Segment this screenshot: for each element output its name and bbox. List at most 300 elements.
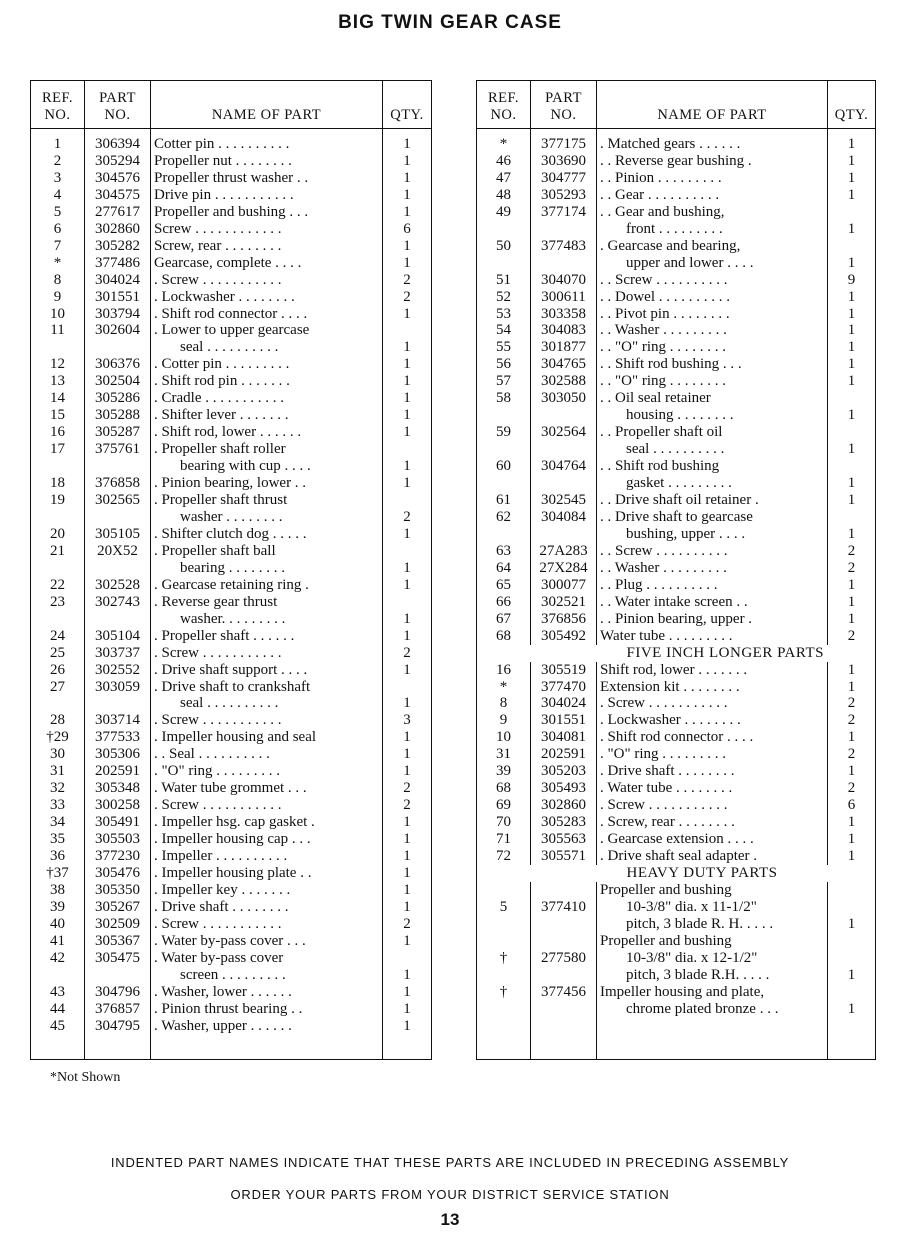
part-name-line: . . "O" ring . . . . . . . . xyxy=(600,373,726,390)
ref-no: 55 xyxy=(477,339,531,356)
qty xyxy=(383,628,432,645)
qty-value: 1 xyxy=(403,695,411,712)
part-name-line: . Water by-pass cover . . . xyxy=(154,932,306,949)
qty-value: 6 xyxy=(403,220,411,237)
table-row xyxy=(477,373,876,390)
qty-value: 1 xyxy=(847,441,856,458)
part-no: 377470 xyxy=(531,679,597,696)
ref-no: 68 xyxy=(477,780,531,797)
part-name-line: Propeller nut . . . . . . . . xyxy=(154,152,292,169)
part-name xyxy=(597,322,828,339)
ref-no: 72 xyxy=(477,848,531,865)
ref-no: 30 xyxy=(31,746,85,763)
part-name-line: . . Gear . . . . . . . . . . xyxy=(600,186,720,203)
part-no: 305283 xyxy=(531,814,597,831)
header-ref-no: REF. NO. xyxy=(477,81,531,129)
ref-no: 54 xyxy=(477,322,531,339)
qty-value: 1 xyxy=(403,169,411,186)
part-no: 304081 xyxy=(531,729,597,746)
table-row xyxy=(31,390,432,407)
part-name-line: . . "O" ring . . . . . . . . xyxy=(600,339,726,356)
table-row xyxy=(477,509,876,543)
qty xyxy=(383,662,432,679)
part-name xyxy=(151,356,383,373)
table-row xyxy=(477,390,876,424)
table-row xyxy=(477,204,876,238)
part-no: 305571 xyxy=(531,848,597,865)
table-row xyxy=(31,780,432,797)
section-heading: FIVE INCH LONGER PARTS xyxy=(597,645,876,662)
section-heading-row xyxy=(477,865,876,882)
qty-value: 1 xyxy=(847,254,856,271)
qty xyxy=(828,695,876,712)
qty xyxy=(383,933,432,950)
part-name-line: Gearcase, complete . . . . xyxy=(154,254,302,271)
part-no: 305492 xyxy=(531,628,597,645)
qty xyxy=(828,170,876,187)
qty xyxy=(383,221,432,238)
qty xyxy=(383,594,432,628)
qty-value: 1 xyxy=(847,610,856,627)
part-no: 302528 xyxy=(85,577,151,594)
part-name-line: . Screw . . . . . . . . . . . xyxy=(154,271,282,288)
part-name xyxy=(597,424,828,458)
part-no: 305282 xyxy=(85,238,151,255)
part-name-line: . Shift rod, lower . . . . . . xyxy=(154,424,302,441)
table-row xyxy=(31,543,432,577)
ref-no: * xyxy=(477,679,531,696)
ref-no: 31 xyxy=(477,746,531,763)
part-no: 300258 xyxy=(85,797,151,814)
part-name xyxy=(151,492,383,526)
table-row xyxy=(31,221,432,238)
part-name xyxy=(597,797,828,814)
part-name-line: . . Reverse gear bushing . xyxy=(600,152,752,169)
part-name xyxy=(151,712,383,729)
table-row xyxy=(477,306,876,323)
qty-value: 1 xyxy=(403,356,411,373)
qty xyxy=(828,129,876,153)
part-no: 302860 xyxy=(85,221,151,238)
table-row xyxy=(477,170,876,187)
part-name-line: Propeller and bushing . . . xyxy=(154,203,309,220)
qty xyxy=(383,441,432,475)
qty-value: 1 xyxy=(403,237,411,254)
qty-value: 1 xyxy=(403,305,411,322)
ref-no: 26 xyxy=(31,662,85,679)
qty-value: 1 xyxy=(403,864,411,881)
table-row xyxy=(31,950,432,984)
part-name xyxy=(597,170,828,187)
part-name-line: . Washer, lower . . . . . . xyxy=(154,983,292,1000)
part-name-line: Extension kit . . . . . . . . xyxy=(600,678,740,695)
qty xyxy=(383,475,432,492)
ref-no: 56 xyxy=(477,356,531,373)
qty-value: 1 xyxy=(403,152,411,169)
part-name-line: housing . . . . . . . . xyxy=(626,407,734,424)
qty xyxy=(383,424,432,441)
part-name-line: . Water tube . . . . . . . . xyxy=(600,780,733,797)
header-name-of-part: NAME OF PART xyxy=(597,81,828,129)
qty-value: 1 xyxy=(847,915,856,932)
part-name-line: 10-3/8" dia. x 12-1/2" xyxy=(626,949,758,966)
ref-no: 23 xyxy=(31,594,85,628)
table-row xyxy=(31,322,432,356)
part-no: 377175 xyxy=(531,129,597,153)
qty-value: 1 xyxy=(403,898,411,915)
table-row xyxy=(477,322,876,339)
header-part-no: PART NO. xyxy=(531,81,597,129)
part-no: 377410 xyxy=(531,882,597,933)
part-no: 301877 xyxy=(531,339,597,356)
ref-no: 40 xyxy=(31,916,85,933)
ref-no: 45 xyxy=(31,1018,85,1035)
part-name xyxy=(597,356,828,373)
table-row xyxy=(477,272,876,289)
table-row xyxy=(477,729,876,746)
part-no: 305203 xyxy=(531,763,597,780)
part-name xyxy=(597,814,828,831)
qty-value: 1 xyxy=(403,627,411,644)
part-no: 306394 xyxy=(85,129,151,153)
qty-value: 1 xyxy=(403,729,411,746)
part-no: 304070 xyxy=(531,272,597,289)
qty xyxy=(828,848,876,865)
part-name-line: . Impeller housing cap . . . xyxy=(154,831,311,848)
section-heading: HEAVY DUTY PARTS xyxy=(597,865,876,882)
part-name-line: . "O" ring . . . . . . . . . xyxy=(154,763,280,780)
part-no: 305294 xyxy=(85,153,151,170)
qty xyxy=(828,204,876,238)
qty xyxy=(383,814,432,831)
part-name-line: . . Washer . . . . . . . . . xyxy=(600,322,727,339)
part-name xyxy=(151,679,383,713)
part-name-line: seal . . . . . . . . . . xyxy=(626,441,725,458)
part-name xyxy=(151,933,383,950)
part-no: 305493 xyxy=(531,780,597,797)
table-row xyxy=(477,238,876,272)
qty xyxy=(828,577,876,594)
part-name-line: . Pinion thrust bearing . . xyxy=(154,1000,303,1017)
part-name xyxy=(151,645,383,662)
part-name-line: . Gearcase extension . . . . xyxy=(600,831,754,848)
table-row xyxy=(477,933,876,984)
ref-no: 52 xyxy=(477,289,531,306)
table-row xyxy=(31,628,432,645)
part-no: 305519 xyxy=(531,662,597,679)
part-name xyxy=(151,899,383,916)
part-name-line: . Screw . . . . . . . . . . . xyxy=(154,797,282,814)
qty xyxy=(828,543,876,560)
part-name xyxy=(597,289,828,306)
table-row xyxy=(477,458,876,492)
table-row xyxy=(31,255,432,272)
ref-no: 67 xyxy=(477,611,531,628)
ref-no: * xyxy=(477,129,531,153)
qty xyxy=(383,129,432,153)
qty-value: 1 xyxy=(847,169,856,186)
table-row xyxy=(477,577,876,594)
ref-no: 3 xyxy=(31,170,85,187)
table-row xyxy=(477,356,876,373)
part-name-line: bearing . . . . . . . . xyxy=(180,559,285,576)
parts-table-right xyxy=(476,80,876,1060)
table-row xyxy=(477,679,876,696)
qty xyxy=(828,729,876,746)
table-row xyxy=(31,984,432,1001)
qty xyxy=(828,763,876,780)
part-name-line: upper and lower . . . . xyxy=(626,254,754,271)
qty-value: 1 xyxy=(847,492,856,509)
part-name-line: Water tube . . . . . . . . . xyxy=(600,627,733,644)
qty-value: 1 xyxy=(403,848,411,865)
qty xyxy=(828,339,876,356)
part-no: 304765 xyxy=(531,356,597,373)
qty-value: 1 xyxy=(403,831,411,848)
ref-no: †29 xyxy=(31,729,85,746)
part-name-line: . . Plug . . . . . . . . . . xyxy=(600,576,718,593)
table-row xyxy=(477,129,876,153)
part-no: 377230 xyxy=(85,848,151,865)
qty-value: 1 xyxy=(403,576,411,593)
qty-value: 1 xyxy=(403,339,411,356)
part-no: 305267 xyxy=(85,899,151,916)
part-name-line: . Screw . . . . . . . . . . . xyxy=(600,695,728,712)
qty-value: 2 xyxy=(403,508,411,525)
ref-no: 16 xyxy=(31,424,85,441)
part-no: 303358 xyxy=(531,306,597,323)
ref-no: 16 xyxy=(477,662,531,679)
part-name-line: pitch, 3 blade R. H. . . . . xyxy=(626,915,774,932)
qty-value: 1 xyxy=(847,475,856,492)
part-no: 305105 xyxy=(85,526,151,543)
ref-no: 17 xyxy=(31,441,85,475)
part-name xyxy=(151,1001,383,1018)
part-name-line: seal . . . . . . . . . . xyxy=(180,339,279,356)
header-ref-no: REF. NO. xyxy=(31,81,85,129)
part-name xyxy=(151,255,383,272)
part-name xyxy=(151,526,383,543)
ref-no: 63 xyxy=(477,543,531,560)
part-name xyxy=(597,238,828,272)
part-no: 304083 xyxy=(531,322,597,339)
qty xyxy=(383,407,432,424)
qty xyxy=(828,238,876,272)
part-name-line: . Screw . . . . . . . . . . . xyxy=(600,797,728,814)
ref-no: 60 xyxy=(477,458,531,492)
table-row xyxy=(477,560,876,577)
part-name xyxy=(151,950,383,984)
footer-indented-note: INDENTED PART NAMES INDICATE THAT THESE PARTS ARE INCLUDED IN PRECEDING ASSEMBLY xyxy=(110,1155,790,1170)
part-name xyxy=(151,170,383,187)
qty-value: 2 xyxy=(847,559,856,576)
qty xyxy=(383,356,432,373)
part-name-line: 10-3/8" dia. x 11-1/2" xyxy=(626,898,757,915)
part-name xyxy=(151,763,383,780)
ref-no: 2 xyxy=(31,153,85,170)
qty-value: 6 xyxy=(847,797,856,814)
qty-value: 2 xyxy=(403,797,411,814)
part-no: 302565 xyxy=(85,492,151,526)
part-name-line: . "O" ring . . . . . . . . . xyxy=(600,746,726,763)
ref-no: 70 xyxy=(477,814,531,831)
part-name xyxy=(597,679,828,696)
qty xyxy=(828,780,876,797)
table-row xyxy=(31,746,432,763)
part-no: 377486 xyxy=(85,255,151,272)
qty-value: 1 xyxy=(403,390,411,407)
qty-value: 2 xyxy=(847,780,856,797)
part-no: 301551 xyxy=(85,289,151,306)
qty-value: 1 xyxy=(403,814,411,831)
part-name-line: Propeller and bushing xyxy=(600,932,732,949)
part-no: 305288 xyxy=(85,407,151,424)
qty xyxy=(828,712,876,729)
part-no: 302604 xyxy=(85,322,151,356)
part-name-line: . . Screw . . . . . . . . . . xyxy=(600,542,728,559)
qty xyxy=(383,204,432,221)
part-name xyxy=(151,441,383,475)
part-no: 305350 xyxy=(85,882,151,899)
part-no: 302509 xyxy=(85,916,151,933)
part-no: 301551 xyxy=(531,712,597,729)
ref-no: 57 xyxy=(477,373,531,390)
table-row xyxy=(31,899,432,916)
part-name-line: . Drive shaft support . . . . xyxy=(154,661,308,678)
part-no: 304576 xyxy=(85,170,151,187)
qty xyxy=(828,289,876,306)
qty xyxy=(383,780,432,797)
qty xyxy=(828,306,876,323)
part-no: 305348 xyxy=(85,780,151,797)
table-row xyxy=(31,814,432,831)
qty-value: 1 xyxy=(847,966,856,983)
table-row xyxy=(31,645,432,662)
part-no: 377456 xyxy=(531,984,597,1018)
part-no: 305476 xyxy=(85,865,151,882)
part-name xyxy=(597,729,828,746)
table-row xyxy=(31,170,432,187)
table-row xyxy=(31,441,432,475)
part-name xyxy=(151,322,383,356)
part-name-line: . Shifter lever . . . . . . . xyxy=(154,407,289,424)
qty xyxy=(828,662,876,679)
qty xyxy=(383,645,432,662)
qty-value: 2 xyxy=(403,780,411,797)
ref-no: 10 xyxy=(31,306,85,323)
qty-value: 1 xyxy=(847,831,856,848)
part-name xyxy=(151,272,383,289)
part-no: 304764 xyxy=(531,458,597,492)
part-no: 302564 xyxy=(531,424,597,458)
part-no: 277580 xyxy=(531,933,597,984)
qty-value: 1 xyxy=(403,1000,411,1017)
table-row xyxy=(31,306,432,323)
part-name-line: Propeller thrust washer . . xyxy=(154,169,309,186)
qty xyxy=(383,543,432,577)
ref-no: 6 xyxy=(31,221,85,238)
qty-value: 2 xyxy=(403,644,411,661)
part-no: 303059 xyxy=(85,679,151,713)
part-name xyxy=(597,831,828,848)
qty xyxy=(828,153,876,170)
part-name-line: . Lower to upper gearcase xyxy=(154,322,310,339)
qty-value: 1 xyxy=(847,288,856,305)
part-name-line: washer . . . . . . . . xyxy=(180,508,283,525)
table-row xyxy=(31,729,432,746)
qty xyxy=(383,831,432,848)
qty-value: 1 xyxy=(403,254,411,271)
qty-value: 1 xyxy=(403,186,411,203)
part-name xyxy=(151,153,383,170)
part-no: 304024 xyxy=(531,695,597,712)
part-name-line: . Screw, rear . . . . . . . . xyxy=(600,814,735,831)
ref-no: 5 xyxy=(31,204,85,221)
ref-no: 39 xyxy=(31,899,85,916)
qty xyxy=(828,356,876,373)
qty xyxy=(383,865,432,882)
qty-value: 1 xyxy=(847,322,856,339)
qty xyxy=(828,272,876,289)
qty xyxy=(383,170,432,187)
qty xyxy=(383,763,432,780)
qty-value: 1 xyxy=(403,983,411,1000)
qty-value: 2 xyxy=(847,542,856,559)
part-no: 277617 xyxy=(85,204,151,221)
part-name-line: . Washer, upper . . . . . . xyxy=(154,1017,292,1034)
qty xyxy=(828,373,876,390)
qty xyxy=(828,390,876,424)
table-row xyxy=(31,356,432,373)
part-name-line: . Shifter clutch dog . . . . . xyxy=(154,525,307,542)
ref-no: 14 xyxy=(31,390,85,407)
table-row xyxy=(31,272,432,289)
table-row xyxy=(31,848,432,865)
part-name-line: Screw . . . . . . . . . . . . xyxy=(154,220,282,237)
ref-no: 9 xyxy=(31,289,85,306)
part-name-line: . Drive shaft to crankshaft xyxy=(154,678,311,695)
qty-value: 1 xyxy=(403,610,411,627)
part-name xyxy=(151,780,383,797)
part-name xyxy=(151,594,383,628)
qty xyxy=(383,882,432,899)
part-no: 305306 xyxy=(85,746,151,763)
part-name-line: front . . . . . . . . . xyxy=(626,220,723,237)
ref-no: 34 xyxy=(31,814,85,831)
part-no: 305563 xyxy=(531,831,597,848)
part-no: 305287 xyxy=(85,424,151,441)
part-no: 305293 xyxy=(531,187,597,204)
part-no: 377483 xyxy=(531,238,597,272)
qty xyxy=(383,238,432,255)
qty xyxy=(383,390,432,407)
part-name-line: pitch, 3 blade R.H. . . . . xyxy=(626,966,770,983)
page-number: 13 xyxy=(440,1210,460,1229)
part-name xyxy=(597,780,828,797)
qty xyxy=(383,255,432,272)
part-name xyxy=(597,390,828,424)
qty xyxy=(383,899,432,916)
part-name-line: . Reverse gear thrust xyxy=(154,593,278,610)
qty xyxy=(828,984,876,1018)
part-name-line: . Impeller key . . . . . . . xyxy=(154,881,291,898)
header-part-no: PART NO. xyxy=(85,81,151,129)
part-name xyxy=(597,560,828,577)
table-row xyxy=(477,339,876,356)
ref-no: 7 xyxy=(31,238,85,255)
qty-value: 1 xyxy=(847,763,856,780)
ref-no: 24 xyxy=(31,628,85,645)
